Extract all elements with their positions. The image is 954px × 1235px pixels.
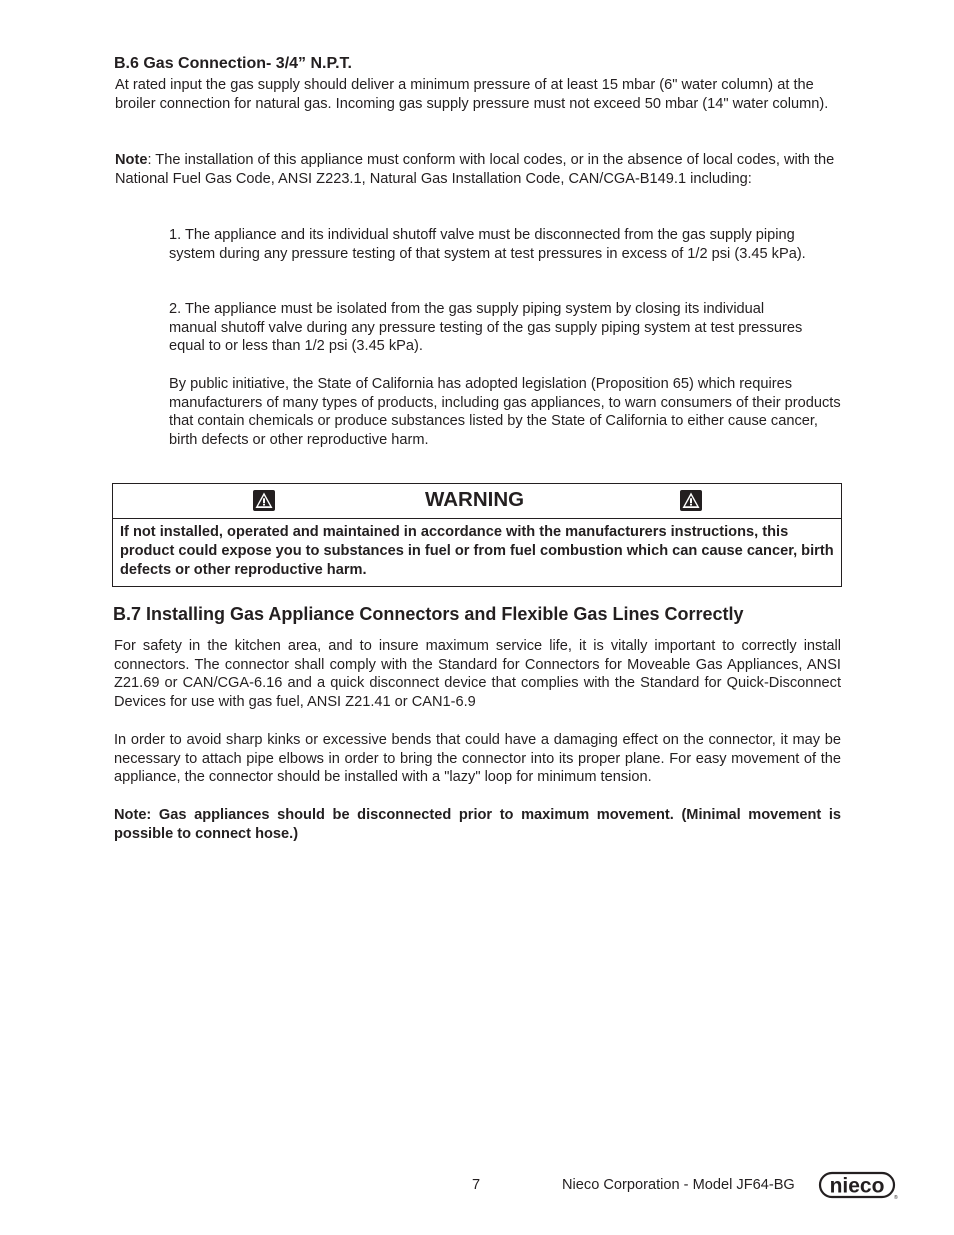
section-b7-heading: B.7 Installing Gas Appliance Connectors and Flexible Gas Lines Correctly <box>113 604 744 624</box>
svg-text:®: ® <box>894 1195 898 1200</box>
note-text: : The installation of this appliance must conform with local codes, or in the absence of local codes, with the National Fuel Gas Code, ANSI Z223.1, Natural Gas Installation Code, CAN/CGA-B149.1 including: <box>115 152 835 187</box>
list-item: 1. The appliance and its individual shutoff valve must be disconnected from the gas supply piping system during any pressure testing of that system at test pressures in excess of 1/2 psi (3.45 kPa). <box>169 227 806 262</box>
note-label: Note <box>115 152 148 168</box>
warning-text: If not installed, operated and maintained in accordance with the manufacturers instructions, this product could expose you to substances in fuel or from fuel combustion which can cause cancer, birth defects or other reproductive harm. <box>120 524 834 578</box>
section-b7-paragraph: In order to avoid sharp kinks or excessive bends that could have a damaging effect on the connector, it may be necessary to attach pipe elbows in order to bring the connector into its proper plane. For easy movement of the appliance, the connector should be installed with a "lazy" loop for minimum tension. <box>114 732 841 786</box>
section-b7-paragraph: For safety in the kitchen area, and to insure maximum service life, it is vitally important to correctly install connectors. The connector shall comply with the Standard for Connectors for Moveable Gas Appliances, ANSI Z21.69 or CAN/CGA-6.16 and a quick disconnect device that complies with the Standard for Quick-Disconnect Devices for use with gas fuel, ANSI Z21.41 or CAN1-6.9 <box>114 638 841 711</box>
warning-box <box>112 483 842 587</box>
footer-text: Nieco Corporation - Model JF64-BG <box>562 1177 795 1193</box>
section-b7-note: Note: Gas appliances should be disconnected prior to maximum movement. (Minimal movement is possible to connect hose.) <box>114 807 841 842</box>
page-number: 7 <box>472 1177 481 1193</box>
proposition-65-paragraph: By public initiative, the State of California has adopted legislation (Proposition 65) which requires manufacturers of many types of products, including gas appliances, to warn consumers of their products that contain chemicals or produce substances listed by the State of California to either cause cancer, birth defects or other reproductive harm. <box>169 376 841 449</box>
warning-title: WARNING <box>425 488 525 511</box>
section-b6-paragraph: At rated input the gas supply should deliver a minimum pressure of at least 15 mbar (6" water column) at the broiler connection for natural gas. Incoming gas supply pressure must not exceed 50 mbar (14" water column). <box>115 77 829 112</box>
nieco-logo <box>818 1170 898 1200</box>
warning-header <box>113 484 841 519</box>
svg-text:nieco: nieco <box>829 1174 885 1198</box>
warning-triangle-icon <box>253 490 275 511</box>
list-item: 2. The appliance must be isolated from the gas supply piping system by closing its individual manual shutoff valve during any pressure testing of the gas supply piping system at test pressures equal to or less than 1/2 psi (3.45 kPa). <box>169 301 803 355</box>
warning-triangle-icon <box>680 490 702 511</box>
section-b6-note <box>115 151 845 188</box>
section-b6-heading: B.6 Gas Connection- 3/4” N.P.T. <box>114 55 352 72</box>
